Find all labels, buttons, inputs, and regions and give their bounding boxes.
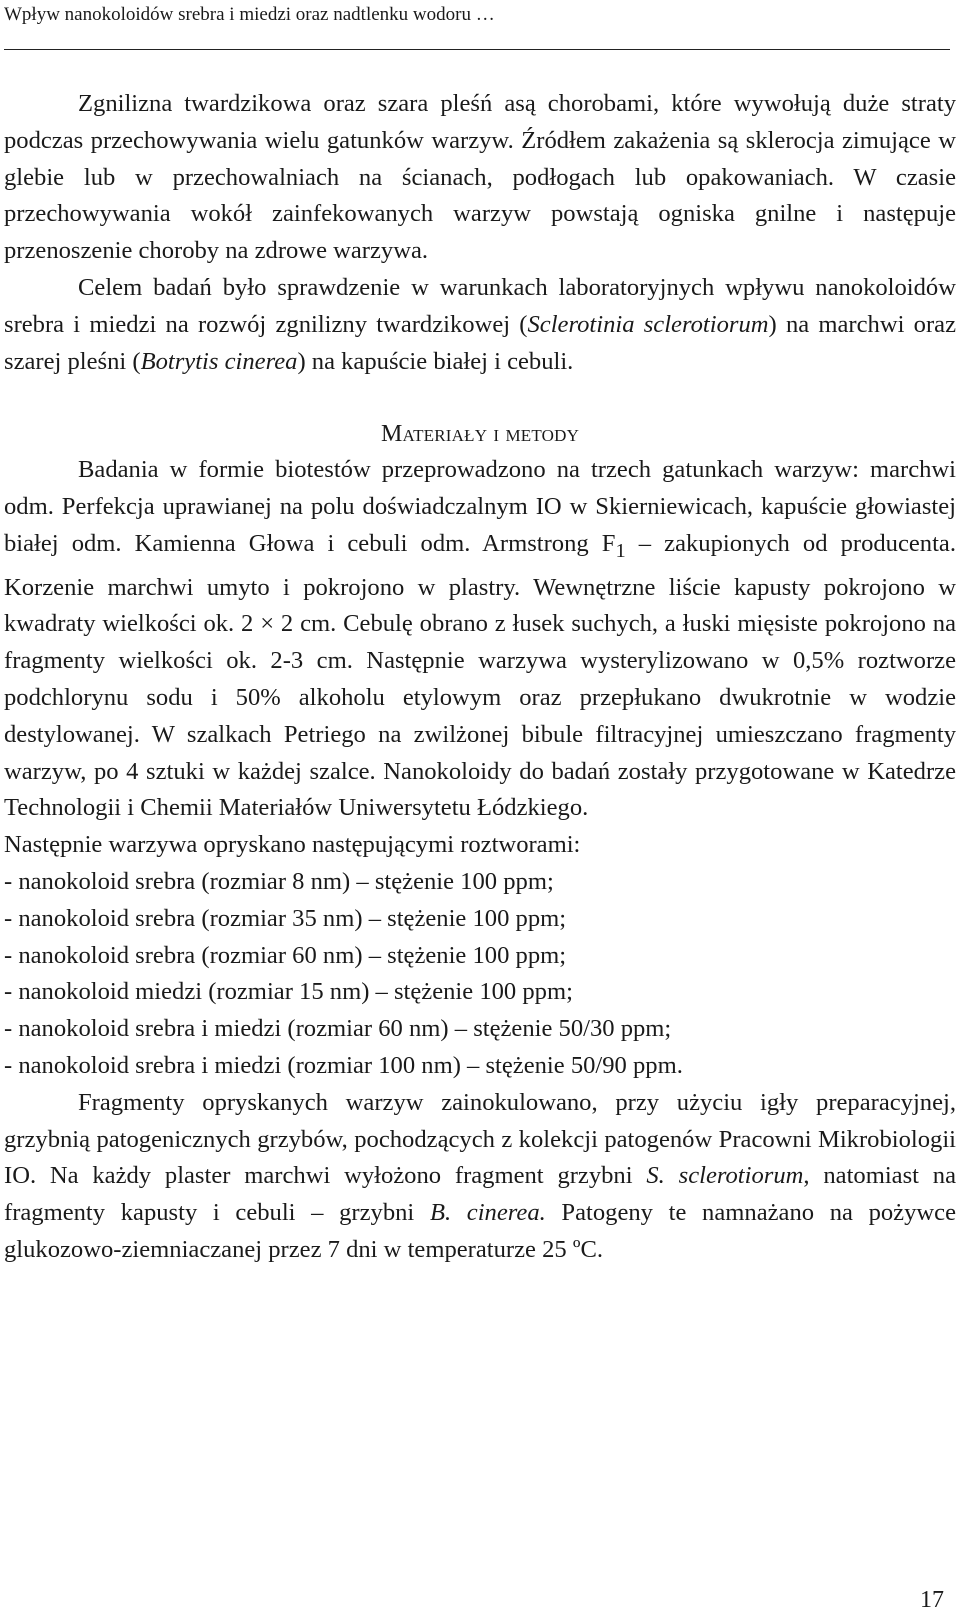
- methods-p1-text-end: – zakupionych od producenta. Korzenie marchwi umyto i pokrojono w plastry. Wewnętrzne liście kapusty pokrojono w kwadraty wielkości ok. 2 × 2 cm. Cebulę obrano z łusek suchych, a łuski mięsiste pokrojono na fragmenty wielkości ok. 2-3 cm. Następnie warzywa wysterylizowano w 0,5% roztworze podchlorynu sodu i 50% alkoholu etylowym oraz przepłukano dwukrotnie w wodzie destylowanej. W szalkach Petriego na zwilżonej bibule filtracyjnej umieszczano fragmenty warzyw, po 4 sztuki w każdej szalce. Nanokoloidy do badań zostały przygotowane w Katedrze Technologii i Chemii Materiałów Uniwersytetu Łódzkiego.: [4, 529, 956, 822]
- intro-p2-text-end: ) na kapuście białej i cebuli.: [297, 347, 574, 375]
- header-divider: [4, 49, 950, 50]
- f1-subscript: 1: [615, 539, 626, 562]
- methods-p2-text-start: Fragmenty opryskanych warzyw zainokulowano, przy użyciu igły preparacyjnej, grzybnią patogenicznych grzybów, pochodzących z kolekcji patogenów Pracowni Mikrobiologii IO. Na każdy plaster marchwi wyłożono fragment grzybni: [4, 1088, 956, 1190]
- methods-p2-text-end: Patogeny te namnażano na pożywce glukozowo-ziemniaczanej przez 7 dni w temperaturze 25 ºC.: [4, 1199, 956, 1264]
- species-b-cinerea: B. cinerea.: [429, 1199, 546, 1227]
- intro-paragraph-1: Zgnilizna twardzikowa oraz szara pleśń asą chorobami, które wywołują duże straty podczas przechowywania wielu gatunków warzyw. Źródłem zakażenia są sklerocja zimujące w glebie lub w przechowalniach na ścianach, podłogach lub opakowaniach. W czasie przechowywania wokół zainfekowanych warzyw powstają ogniska gnilne i następuje przenoszenie choroby na zdrowe warzywa.: [4, 90, 956, 265]
- list-item: - nanokoloid srebra (rozmiar 8 nm) – stężenie 100 ppm;: [4, 868, 554, 896]
- methods-paragraph-1: [4, 452, 956, 827]
- list-item: - nanokoloid srebra (rozmiar 60 nm) – stężenie 100 ppm;: [4, 941, 567, 969]
- list-item: - nanokoloid srebra i miedzi (rozmiar 60 nm) – stężenie 50/30 ppm;: [4, 1015, 672, 1043]
- spray-solutions-list: [4, 864, 956, 1085]
- species-sclerotinia: Sclerotinia sclerotiorum: [527, 310, 769, 338]
- running-header: Wpływ nanokoloidów srebra i miedzi oraz nadtlenku wodoru …: [4, 4, 495, 25]
- species-botrytis: Botrytis cinerea: [140, 347, 298, 375]
- section-heading-methods: Materiały i metody: [380, 421, 580, 448]
- methods-paragraph-2: [4, 1085, 956, 1269]
- page-number: 17: [920, 1587, 944, 1613]
- intro-paragraph-2: [4, 270, 956, 380]
- intro-p2-text-start: Celem badań było sprawdzenie w warunkach laboratoryjnych wpływu nanokoloidów srebra i miedzi na rozwój zgnilizny twardzikowej (: [4, 273, 956, 338]
- intro-p2-text-mid: ) na marchwi oraz szarej pleśni (: [4, 310, 956, 375]
- methods-p2-text-mid: , natomiast na fragmenty kapusty i cebuli – grzybni: [4, 1162, 956, 1227]
- list-item: - nanokoloid srebra (rozmiar 35 nm) – stężenie 100 ppm;: [4, 904, 567, 932]
- list-item: - nanokoloid miedzi (rozmiar 15 nm) – stężenie 100 ppm;: [4, 978, 573, 1006]
- methods-p1-text-start: Badania w formie biotestów przeprowadzono na trzech gatunkach warzyw: marchwi odm. Perfekcja uprawianej na polu doświadczalnym IO w Skierniewicach, kapuście głowiastej białej odm. Kamienna Głowa i cebuli odm. Armstrong F: [4, 456, 956, 557]
- page-content: [4, 86, 956, 1269]
- species-s-sclerotiorum: S. sclerotiorum: [646, 1162, 804, 1190]
- spray-intro: Następnie warzywa opryskano następującymi roztworami:: [4, 831, 581, 859]
- list-item: - nanokoloid srebra i miedzi (rozmiar 100 nm) – stężenie 50/90 ppm.: [4, 1052, 683, 1080]
